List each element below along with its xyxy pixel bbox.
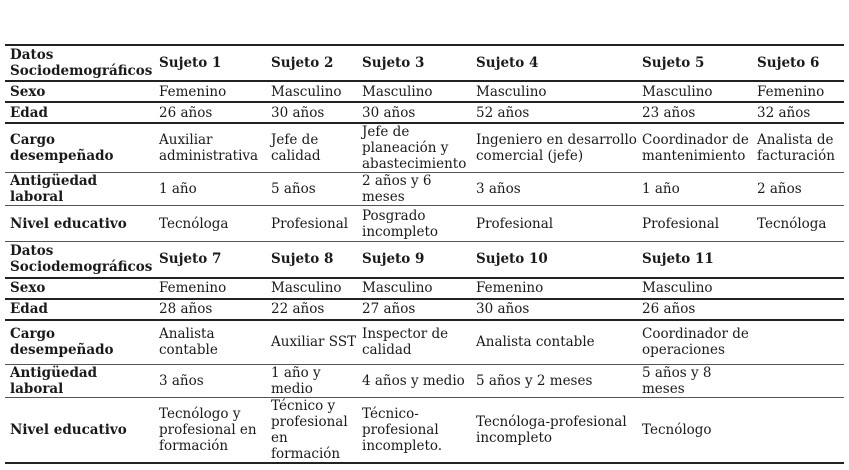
- row-label-cell: Nivel educativo: [5, 398, 155, 464]
- table-cell: Posgrado incompleto: [358, 206, 472, 242]
- table-cell: Jefe de planeación y abastecimiento: [358, 123, 472, 173]
- table-cell: [753, 278, 844, 299]
- subject-header-cell: [753, 242, 844, 278]
- table-cell: Técnico y profesional en formación: [267, 398, 358, 464]
- table-cell: Tecnólogo: [638, 398, 753, 464]
- row-label-cell: Cargo desempeñado: [5, 123, 155, 173]
- table-row: [5, 278, 844, 299]
- table-cell: 5 años y 2 meses: [472, 365, 638, 398]
- table-cell: Analista contable: [155, 320, 267, 365]
- table-cell: Tecnóloga: [155, 206, 267, 242]
- table-cell: 23 años: [638, 102, 753, 123]
- table-row: [5, 102, 844, 123]
- table-cell: Auxiliar administrativa: [155, 123, 267, 173]
- row-label-cell: Cargo desempeñado: [5, 320, 155, 365]
- table-cell: Femenino: [155, 81, 267, 102]
- table-cell: 22 años: [267, 299, 358, 320]
- table-cell: 1 año: [155, 173, 267, 206]
- table-row: [5, 123, 844, 173]
- table-cell: 3 años: [472, 173, 638, 206]
- table-cell: Profesional: [472, 206, 638, 242]
- row-label-cell: Sexo: [5, 278, 155, 299]
- table-cell: Tecnóloga: [753, 206, 844, 242]
- table-cell: Ingeniero en desarrollo comercial (jefe): [472, 123, 638, 173]
- row-label-cell: Sexo: [5, 81, 155, 102]
- subject-header-cell: Sujeto 10: [472, 242, 638, 278]
- table-cell: 2 años: [753, 173, 844, 206]
- subject-header-cell: Sujeto 6: [753, 45, 844, 81]
- row-label-cell: Edad: [5, 102, 155, 123]
- row-label-cell: Nivel educativo: [5, 206, 155, 242]
- row-label-cell: Antigüedad laboral: [5, 173, 155, 206]
- table-cell: Tecnóloga-profesional incompleto: [472, 398, 638, 464]
- table-cell: Técnico-profesional incompleto.: [358, 398, 472, 464]
- row-label-cell: Antigüedad laboral: [5, 365, 155, 398]
- table-cell: 3 años: [155, 365, 267, 398]
- table-row: [5, 173, 844, 206]
- table-cell: Auxiliar SST: [267, 320, 358, 365]
- table-cell: [753, 320, 844, 365]
- table-cell: Femenino: [753, 81, 844, 102]
- table-row: [5, 365, 844, 398]
- table-row: [5, 320, 844, 365]
- table-row: [5, 398, 844, 464]
- header-label-cell: Datos Sociodemográficos: [5, 45, 155, 81]
- table-cell: 1 año: [638, 173, 753, 206]
- table-cell: [753, 299, 844, 320]
- table-cell: Femenino: [472, 278, 638, 299]
- table-cell: Coordinador de mantenimiento: [638, 123, 753, 173]
- subject-header-cell: Sujeto 8: [267, 242, 358, 278]
- table-cell: 52 años: [472, 102, 638, 123]
- header-row: [5, 242, 844, 278]
- table-cell: Analista de facturación: [753, 123, 844, 173]
- sociodemographic-table: [5, 44, 844, 464]
- table-cell: 28 años: [155, 299, 267, 320]
- table-cell: 30 años: [358, 102, 472, 123]
- table-cell: Masculino: [638, 278, 753, 299]
- table-cell: Inspector de calidad: [358, 320, 472, 365]
- table-cell: Analista contable: [472, 320, 638, 365]
- subject-header-cell: Sujeto 9: [358, 242, 472, 278]
- header-row: [5, 45, 844, 81]
- subject-header-cell: Sujeto 7: [155, 242, 267, 278]
- table-cell: Masculino: [267, 278, 358, 299]
- table-cell: 32 años: [753, 102, 844, 123]
- subject-header-cell: Sujeto 2: [267, 45, 358, 81]
- table-cell: 2 años y 6 meses: [358, 173, 472, 206]
- table-row: [5, 81, 844, 102]
- row-label-cell: Edad: [5, 299, 155, 320]
- table-cell: Jefe de calidad: [267, 123, 358, 173]
- table-cell: 26 años: [638, 299, 753, 320]
- subject-header-cell: Sujeto 4: [472, 45, 638, 81]
- table-cell: 26 años: [155, 102, 267, 123]
- table-cell: Masculino: [358, 81, 472, 102]
- table-cell: [753, 398, 844, 464]
- table-cell: Masculino: [267, 81, 358, 102]
- table-cell: Profesional: [638, 206, 753, 242]
- subject-header-cell: Sujeto 11: [638, 242, 753, 278]
- table-cell: 30 años: [267, 102, 358, 123]
- table-cell: 30 años: [472, 299, 638, 320]
- table-cell: 27 años: [358, 299, 472, 320]
- table-cell: Tecnólogo y profesional en formación: [155, 398, 267, 464]
- table-cell: Masculino: [638, 81, 753, 102]
- table-cell: Femenino: [155, 278, 267, 299]
- table-cell: Profesional: [267, 206, 358, 242]
- table-cell: Masculino: [358, 278, 472, 299]
- header-label-cell: Datos Sociodemográficos: [5, 242, 155, 278]
- table-cell: [753, 365, 844, 398]
- table-row: [5, 299, 844, 320]
- table-cell: 5 años y 8 meses: [638, 365, 753, 398]
- subject-header-cell: Sujeto 5: [638, 45, 753, 81]
- table-cell: 4 años y medio: [358, 365, 472, 398]
- subject-header-cell: Sujeto 3: [358, 45, 472, 81]
- subject-header-cell: Sujeto 1: [155, 45, 267, 81]
- table-cell: Coordinador de operaciones: [638, 320, 753, 365]
- table-cell: 1 año y medio: [267, 365, 358, 398]
- table-cell: Masculino: [472, 81, 638, 102]
- table-cell: 5 años: [267, 173, 358, 206]
- table-row: [5, 206, 844, 242]
